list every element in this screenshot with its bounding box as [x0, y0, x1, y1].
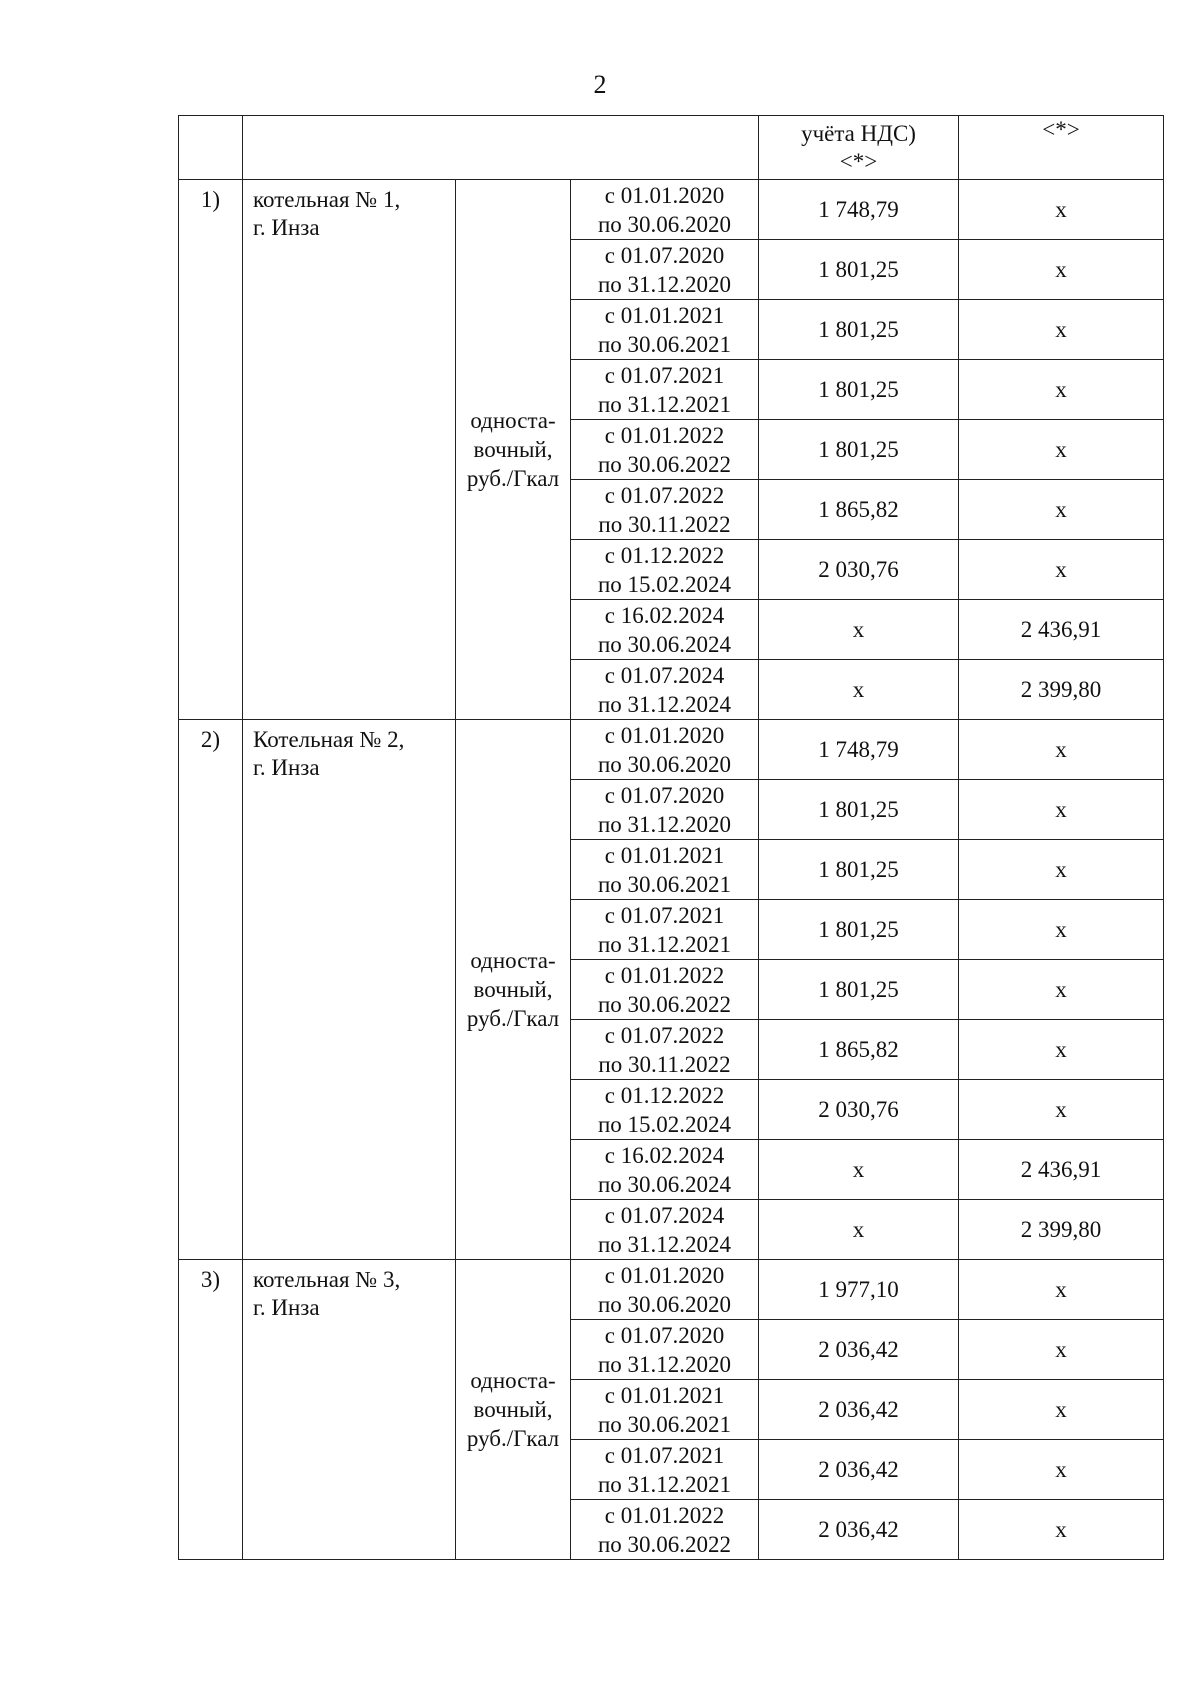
tariff-with-vat: х — [959, 480, 1164, 540]
tariff-with-vat: х — [959, 1080, 1164, 1140]
tariff-with-vat: х — [959, 180, 1164, 240]
tariff-type-line: односта- — [470, 948, 556, 973]
period-from: с 16.02.2024 — [604, 602, 725, 628]
period-from: с 01.01.2022 — [604, 422, 725, 448]
boiler-name — [243, 720, 456, 1260]
tariff-with-vat: 2 399,80 — [959, 1200, 1164, 1260]
period-from: с 01.01.2021 — [604, 302, 725, 328]
tariff-with-vat: х — [959, 1500, 1164, 1560]
tariff-without-vat: 2 036,42 — [759, 1440, 959, 1500]
section-number: 2) — [179, 720, 243, 1260]
period-from: с 01.07.2022 — [604, 482, 725, 508]
period-from: с 01.07.2021 — [604, 362, 725, 388]
period-cell — [571, 1020, 759, 1080]
period-from: с 01.01.2022 — [604, 962, 725, 988]
tariff-with-vat: х — [959, 1020, 1164, 1080]
boiler-name — [243, 180, 456, 720]
tariff-without-vat: 1 748,79 — [759, 720, 959, 780]
boiler-name-line: г. Инза — [253, 755, 320, 780]
period-cell — [571, 1140, 759, 1200]
period-cell — [571, 240, 759, 300]
period-cell — [571, 780, 759, 840]
tariff-without-vat: 2 030,76 — [759, 540, 959, 600]
tariff-type-line: вочный, — [473, 1397, 553, 1422]
tariff-without-vat: 1 801,25 — [759, 300, 959, 360]
period-to: по 30.06.2022 — [597, 991, 732, 1017]
period-to: по 15.02.2024 — [597, 1111, 732, 1137]
period-to: по 31.12.2024 — [597, 691, 732, 717]
tariff-type-line: руб./Гкал — [466, 466, 560, 491]
period-from: с 16.02.2024 — [604, 1142, 725, 1168]
header-cell-number — [179, 116, 243, 180]
period-from: с 01.01.2022 — [604, 1502, 725, 1528]
tariff-without-vat: х — [759, 1200, 959, 1260]
period-cell — [571, 180, 759, 240]
period-cell — [571, 1380, 759, 1440]
period-to: по 30.06.2020 — [597, 751, 732, 777]
tariff-table — [178, 115, 1164, 1560]
tariff-with-vat: х — [959, 540, 1164, 600]
period-to: по 30.06.2020 — [597, 1291, 732, 1317]
tariff-with-vat: х — [959, 1320, 1164, 1380]
tariff-with-vat: х — [959, 900, 1164, 960]
tariff-without-vat: 1 977,10 — [759, 1260, 959, 1320]
period-cell — [571, 1200, 759, 1260]
period-cell — [571, 540, 759, 600]
period-from: с 01.01.2020 — [604, 1262, 725, 1288]
header-line: <*> — [839, 149, 878, 174]
period-to: по 31.12.2020 — [597, 271, 732, 297]
period-to: по 31.12.2024 — [597, 1231, 732, 1257]
period-cell — [571, 660, 759, 720]
period-to: по 31.12.2021 — [597, 931, 732, 957]
period-to: по 30.11.2022 — [598, 511, 731, 537]
period-from: с 01.12.2022 — [604, 542, 725, 568]
tariff-table-body — [179, 116, 1164, 1560]
table-row — [179, 720, 1164, 780]
table-row — [179, 1260, 1164, 1320]
boiler-name-line: г. Инза — [253, 1295, 320, 1320]
period-from: с 01.01.2020 — [604, 182, 725, 208]
period-to: по 15.02.2024 — [597, 571, 732, 597]
period-to: по 31.12.2020 — [597, 811, 732, 837]
tariff-with-vat: х — [959, 300, 1164, 360]
tariff-with-vat: х — [959, 360, 1164, 420]
table-row — [179, 180, 1164, 240]
period-cell — [571, 840, 759, 900]
period-from: с 01.07.2020 — [604, 242, 725, 268]
boiler-name-line: котельная № 1, — [253, 187, 401, 212]
tariff-without-vat: 1 801,25 — [759, 900, 959, 960]
boiler-name-line: Котельная № 2, — [253, 727, 405, 752]
tariff-without-vat: 1 801,25 — [759, 960, 959, 1020]
period-to: по 30.06.2022 — [597, 1531, 732, 1557]
period-cell — [571, 1500, 759, 1560]
boiler-name — [243, 1260, 456, 1560]
tariff-without-vat: х — [759, 600, 959, 660]
period-cell — [571, 480, 759, 540]
period-cell — [571, 1260, 759, 1320]
boiler-name-line: котельная № 3, — [253, 1267, 401, 1292]
period-cell — [571, 960, 759, 1020]
period-cell — [571, 1080, 759, 1140]
period-to: по 30.06.2021 — [597, 871, 732, 897]
tariff-type-line: вочный, — [473, 977, 553, 1002]
tariff-with-vat: х — [959, 840, 1164, 900]
tariff-without-vat: 1 865,82 — [759, 480, 959, 540]
tariff-type — [456, 720, 571, 1260]
period-from: с 01.07.2021 — [604, 1442, 725, 1468]
period-from: с 01.12.2022 — [604, 1082, 725, 1108]
period-from: с 01.07.2021 — [604, 902, 725, 928]
period-cell — [571, 720, 759, 780]
tariff-without-vat: 2 036,42 — [759, 1320, 959, 1380]
tariff-without-vat: 2 036,42 — [759, 1380, 959, 1440]
period-from: с 01.01.2021 — [604, 1382, 725, 1408]
period-cell — [571, 300, 759, 360]
period-to: по 30.06.2024 — [597, 1171, 732, 1197]
tariff-with-vat: х — [959, 780, 1164, 840]
tariff-type-line: руб./Гкал — [466, 1426, 560, 1451]
period-from: с 01.07.2022 — [604, 1022, 725, 1048]
tariff-type — [456, 1260, 571, 1560]
tariff-without-vat: х — [759, 1140, 959, 1200]
tariff-without-vat: 1 801,25 — [759, 840, 959, 900]
period-from: с 01.07.2020 — [604, 782, 725, 808]
header-cell-without-vat — [759, 116, 959, 180]
tariff-type — [456, 180, 571, 720]
tariff-without-vat: х — [759, 660, 959, 720]
period-to: по 31.12.2021 — [597, 391, 732, 417]
section-number: 1) — [179, 180, 243, 720]
tariff-without-vat: 2 030,76 — [759, 1080, 959, 1140]
period-from: с 01.01.2021 — [604, 842, 725, 868]
period-to: по 30.11.2022 — [598, 1051, 731, 1077]
tariff-with-vat: х — [959, 1380, 1164, 1440]
tariff-with-vat: х — [959, 1440, 1164, 1500]
tariff-without-vat: 1 801,25 — [759, 780, 959, 840]
tariff-with-vat: 2 436,91 — [959, 1140, 1164, 1200]
tariff-with-vat: х — [959, 720, 1164, 780]
tariff-type-line: односта- — [470, 1368, 556, 1393]
period-from: с 01.07.2020 — [604, 1322, 725, 1348]
period-to: по 30.06.2020 — [597, 211, 732, 237]
tariff-without-vat: 2 036,42 — [759, 1500, 959, 1560]
tariff-with-vat: х — [959, 1260, 1164, 1320]
tariff-with-vat: х — [959, 960, 1164, 1020]
tariff-with-vat: 2 399,80 — [959, 660, 1164, 720]
period-to: по 30.06.2021 — [597, 331, 732, 357]
tariff-without-vat: 1 801,25 — [759, 360, 959, 420]
section-number: 3) — [179, 1260, 243, 1560]
period-cell — [571, 600, 759, 660]
period-cell — [571, 360, 759, 420]
tariff-type-line: руб./Гкал — [466, 1006, 560, 1031]
header-row — [179, 116, 1164, 180]
boiler-name-line: г. Инза — [253, 215, 320, 240]
period-to: по 30.06.2024 — [597, 631, 732, 657]
period-cell — [571, 1320, 759, 1380]
period-from: с 01.07.2024 — [604, 662, 725, 688]
period-to: по 30.06.2021 — [597, 1411, 732, 1437]
tariff-without-vat: 1 801,25 — [759, 420, 959, 480]
period-cell — [571, 900, 759, 960]
tariff-with-vat: х — [959, 420, 1164, 480]
tariff-with-vat: 2 436,91 — [959, 600, 1164, 660]
page-number: 2 — [593, 70, 607, 99]
tariff-with-vat: х — [959, 240, 1164, 300]
period-to: по 31.12.2020 — [597, 1351, 732, 1377]
period-cell — [571, 420, 759, 480]
period-from: с 01.07.2024 — [604, 1202, 725, 1228]
tariff-without-vat: 1 801,25 — [759, 240, 959, 300]
period-to: по 31.12.2021 — [597, 1471, 732, 1497]
tariff-without-vat: 1 748,79 — [759, 180, 959, 240]
header-cell-object — [243, 116, 759, 180]
header-cell-with-vat: <*> — [959, 116, 1164, 180]
tariff-type-line: вочный, — [473, 437, 553, 462]
period-from: с 01.01.2020 — [604, 722, 725, 748]
header-line: учёта НДС) — [801, 121, 916, 146]
period-to: по 30.06.2022 — [597, 451, 732, 477]
tariff-type-line: односта- — [470, 408, 556, 433]
tariff-without-vat: 1 865,82 — [759, 1020, 959, 1080]
period-cell — [571, 1440, 759, 1500]
